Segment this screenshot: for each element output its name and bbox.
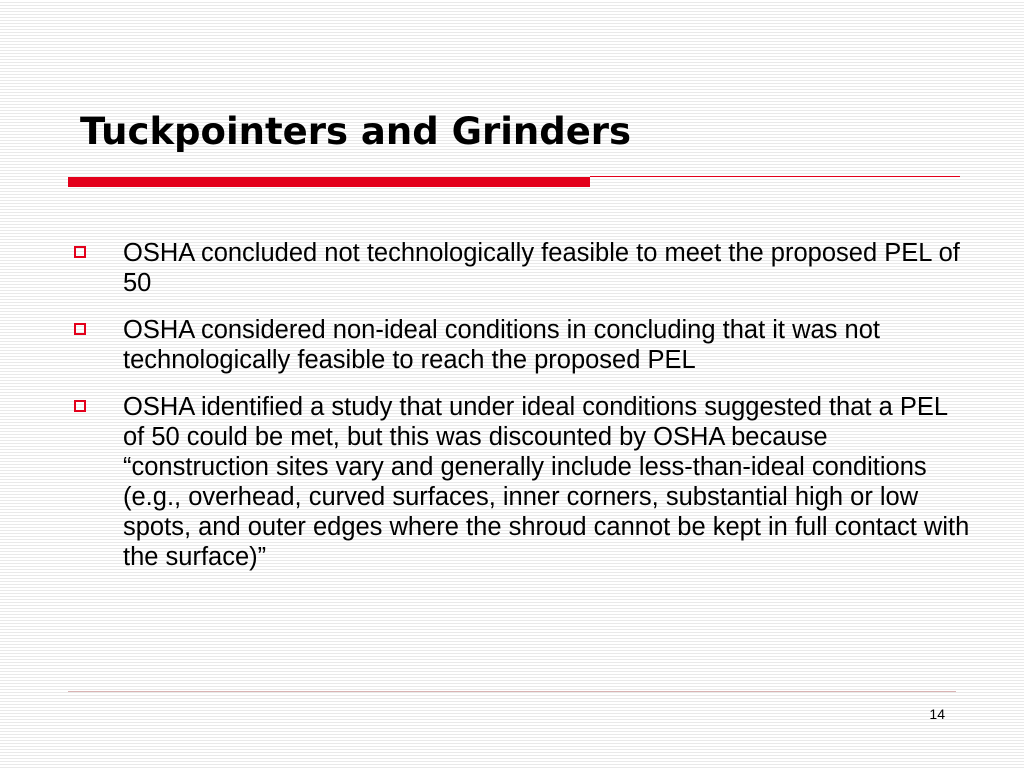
page-number: 14 [929, 706, 945, 722]
hollow-square-bullet-icon [74, 400, 86, 412]
bullet-text: OSHA concluded not technologically feasible to meet the proposed PEL of 50 [123, 239, 960, 297]
bullet-item [72, 392, 972, 572]
bullet-item [72, 315, 972, 375]
slide-title: Tuckpointers and Grinders [80, 110, 632, 153]
bullet-text: OSHA identified a study that under ideal conditions suggested that a PEL of 50 could be met, but this was discounted by OSHA because “construction sites vary and generally include less-than-ideal conditions (e.g., overhead, curved surfaces, inner corners, substantial high or low spots, and outer edges where the shroud cannot be kept in full contact with the surface)” [123, 393, 970, 571]
bullet-item [72, 238, 972, 298]
hollow-square-bullet-icon [74, 246, 86, 258]
title-underline-thin [590, 176, 960, 177]
bullet-text: OSHA considered non-ideal conditions in concluding that it was not technologically feasible to reach the proposed PEL [123, 316, 880, 374]
hollow-square-bullet-icon [74, 323, 86, 335]
footer-divider [68, 691, 956, 692]
bullet-list [72, 238, 972, 589]
title-underline-thick [68, 177, 590, 187]
